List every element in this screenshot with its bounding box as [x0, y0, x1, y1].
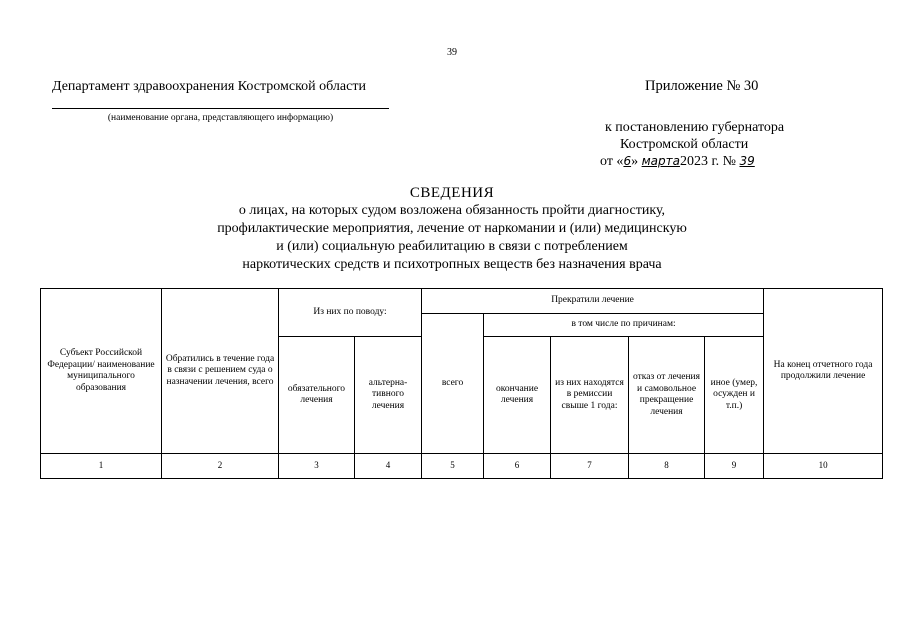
department-name: Департамент здравоохранения Костромской области: [52, 79, 366, 94]
header-refusal: отказ от лечения и самовольное прекращение лечения: [629, 337, 705, 454]
column-number: 2: [162, 454, 279, 479]
header-compulsory: обязательного лечения: [279, 337, 355, 454]
resolution-line-1: к постановлению губернатора: [605, 120, 785, 135]
resolution-number: 39: [739, 154, 755, 168]
resolution-day: 6: [623, 154, 632, 168]
column-number: 1: [41, 454, 162, 479]
header-alternative: альтерна-тивного лечения: [355, 337, 422, 454]
report-table: [40, 288, 883, 479]
resolution-date-line: [560, 153, 860, 170]
department-note: (наименование органа, представляющего информацию): [107, 113, 334, 123]
column-number: 6: [484, 454, 551, 479]
column-number-row: [41, 454, 883, 479]
header-subject: Субъект Российской Федерации/ наименование муниципального образования: [41, 289, 162, 454]
column-number: 8: [629, 454, 705, 479]
resolution-month: марта: [641, 154, 680, 168]
resolution-block: [560, 119, 860, 170]
column-number: 5: [422, 454, 484, 479]
column-number: 4: [355, 454, 422, 479]
column-number: 10: [764, 454, 883, 479]
resolution-year: 2023 г. №: [679, 154, 736, 169]
resolution-mid: »: [631, 154, 639, 169]
resolution-line-2: Костромской области: [620, 137, 749, 152]
resolution-prefix: от «: [600, 154, 624, 169]
header-continued: На конец отчетного года продолжили лечение: [764, 289, 883, 454]
title-line-3: и (или) социальную реабилитацию в связи с потреблением: [276, 239, 628, 254]
department-underline: [52, 108, 389, 109]
header-remission: из них находятся в ремиссии свыше 1 года:: [551, 337, 629, 454]
column-number: 7: [551, 454, 629, 479]
column-number: 9: [705, 454, 764, 479]
title-main: СВЕДЕНИЯ: [409, 185, 495, 201]
column-number: 3: [279, 454, 355, 479]
header-applied-total: Обратились в течение года в связи с решением суда о назначении лечения, всего: [162, 289, 279, 454]
header-subgroup-reasons: в том числе по причинам:: [484, 314, 764, 337]
header-stopped-total: всего: [422, 314, 484, 454]
header-completed: окончание лечения: [484, 337, 551, 454]
page-number: 39: [447, 47, 457, 58]
header-group-stopped: Прекратили лечение: [422, 289, 764, 314]
title-line-4: наркотических средств и психотропных веществ без назначения врача: [242, 257, 662, 272]
title-line-1: о лицах, на которых судом возложена обязанность пройти диагностику,: [238, 203, 666, 218]
appendix-number: Приложение № 30: [645, 78, 759, 94]
header-other: иное (умер, осужден и т.п.): [705, 337, 764, 454]
title-line-2: профилактические мероприятия, лечение от наркомании и (или) медицинскую: [217, 221, 687, 236]
document-title: [0, 184, 904, 274]
header-group-reason: Из них по поводу:: [279, 289, 422, 337]
